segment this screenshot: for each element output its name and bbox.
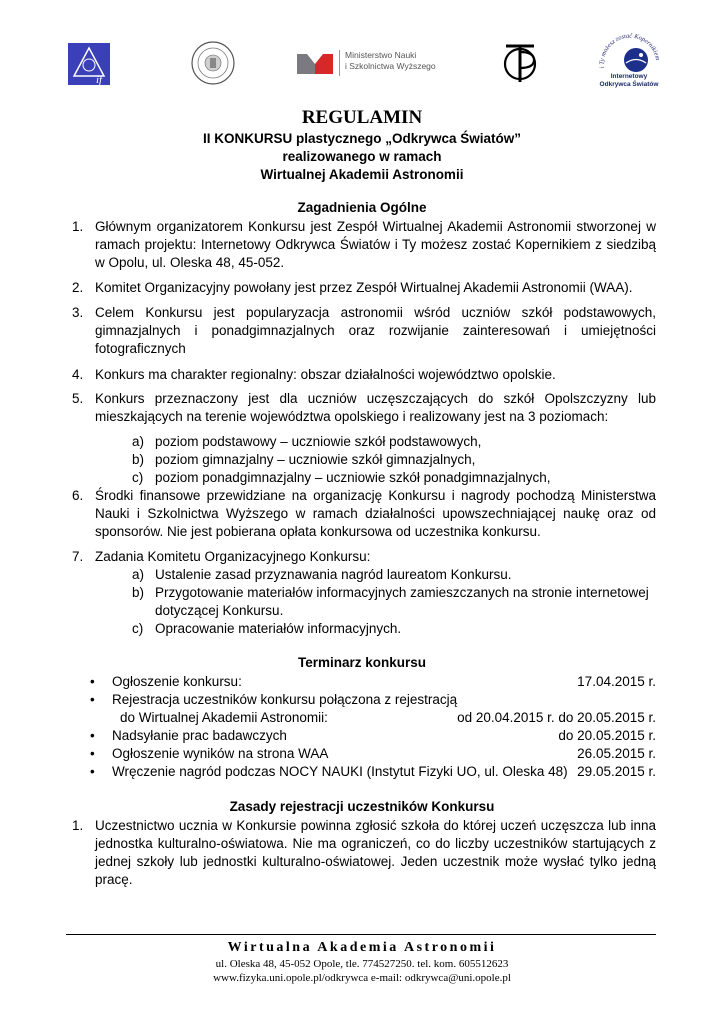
schedule-text: Nadsyłanie prac badawczych [112,728,287,743]
general-item-7 [72,548,656,566]
schedule-row [90,691,656,709]
item-text: Głównym organizatorem Konkursu jest Zespół Wirtualnej Akademii Astronomii stworzonej w ramach projektu: Internetowy Odkrywca Światów i Ty możesz zostać Kopernikiem z siedzibą w Opolu, ul. Oleska 48, 45-052. [95,219,656,270]
logo-strip [0,30,724,100]
general-item-1 [72,218,656,272]
schedule-row [90,727,656,745]
task-text: Przygotowanie materiałów informacyjnych zamieszczanych na stronie internetowej dotyczącej Konkursu. [155,585,649,618]
task-label: a) [132,567,145,582]
schedule-row-continuation [90,709,656,727]
footer-organization-name: Wirtualna Akademia Astronomii [227,940,497,955]
task-text: Ustalenie zasad przyznawania nagród laureatom Konkursu. [155,567,512,582]
bullet: • [90,674,95,689]
level-item-b [132,451,652,469]
schedule-date: od 20.04.2015 r. do 20.05.2015 r. [457,710,656,725]
document-subtitle [0,130,724,184]
level-label: c) [132,470,144,485]
item-number: 1. [72,219,84,234]
item-number: 2. [72,280,84,295]
item-number: 4. [72,367,84,382]
schedule-row [90,673,656,691]
task-label: c) [132,621,144,636]
subtitle-line-3: Wirtualnej Akademii Astronomii [260,167,464,182]
level-text: poziom podstawowy – uczniowie szkół podstawowych, [155,434,482,449]
university-seal-logo [190,40,236,86]
level-label: b) [132,452,145,467]
item-number: 1. [72,818,84,833]
svg-text:if: if [96,74,103,85]
item-number: 3. [72,305,84,320]
general-item-3 [72,304,656,358]
iof-logo-line2: Odkrywca Światów [599,81,659,88]
level-text: poziom gimnazjalny – uczniowie szkół gimnazjalnych, [155,452,476,467]
item-text: Konkurs przeznaczony jest dla uczniów uczęszczających do szkół Opolszczyzny lub mieszkających na terenie województwa opolskiego i realizowany jest na 3 poziomach: [95,391,656,424]
task-label: b) [132,585,145,600]
ministry-name-line2: i Szkolnictwa Wyższego [345,61,436,71]
bullet: • [90,764,95,779]
task-item-a [132,566,656,584]
schedule-date: 17.04.2015 r. [577,674,656,689]
level-item-c [132,469,652,487]
item-text: Konkurs ma charakter regionalny: obszar działalności województwo opolskie. [95,367,556,382]
item-text: Zadania Komitetu Organizacyjnego Konkursu: [95,549,371,564]
item-number: 6. [72,488,84,503]
general-item-2 [72,279,656,297]
task-text: Opracowanie materiałów informacyjnych. [155,621,402,636]
task-item-c [132,620,656,638]
level-label: a) [132,434,145,449]
item-number: 5. [72,391,84,406]
item-text: Celem Konkursu jest popularyzacja astronomii wśród uczniów szkół podstawowych, gimnazjalnych i ponadgimnazjalnych oraz rozwijanie zainteresowań i umiejętności fotograficznych [95,305,656,356]
bullet: • [90,746,95,761]
subtitle-line-2: realizowanego w ramach [282,149,442,164]
item-text: Komitet Organizacyjny powołany jest przez Zespół Wirtualnej Akademii Astronomii (WAA). [95,280,633,295]
general-item-5 [72,390,656,426]
task-item-b [132,584,656,620]
schedule-date: 29.05.2015 r. [577,764,656,779]
institute-physics-logo [68,43,110,85]
schedule-text: Ogłoszenie konkursu: [112,674,242,689]
logo-arc-text: i Ty możesz zostać Kopernikiem [598,32,662,69]
footer-divider [66,934,656,935]
footer-contact: www.fizyka.uni.opole.pl/odkrywca e-mail: odkrywca@uni.opole.pl [213,972,511,984]
general-item-4 [72,366,656,384]
schedule-row [90,763,656,781]
iof-logo-line1: Internetowy [610,73,648,80]
schedule-date: do 20.05.2015 r. [558,728,656,743]
society-monogram-logo [500,38,540,86]
general-item-6 [72,487,656,541]
subtitle-line-1: II KONKURSU plastycznego „Odkrywca Światów” [202,131,522,146]
schedule-text: Rejestracja uczestników konkursu połączona z rejestracją [112,692,458,707]
item-text: Uczestnictwo ucznia w Konkursie powinna zgłosić szkoła do której uczeń uczęszcza lub inna jednostka kulturalno-oświatowa. Nie ma ograniczeń, co do liczby uczestników startujących z jednej szkoły lub jednostki kulturalno-oświatowej. Jeden uczestnik może wysłać tylko jedną pracę. [95,818,656,887]
item-text: Środki finansowe przewidziane na organizację Konkursu i nagrody pochodzą Ministerstwa Nauki i Szkolnictwa Wyższego w ramach działalności upowszechniającej naukę oraz od sponsorów. Nie jest pobierana opłata konkursowa od uczestnika konkursu. [95,488,656,539]
footer-address: ul. Oleska 48, 45-052 Opole, tle. 774527250. tel. kom. 605512623 [215,958,509,970]
bullet: • [90,728,95,743]
schedule-row [90,745,656,763]
ministry-name-line1: Ministerstwo Nauki [345,50,417,60]
registration-heading: Zasady rejestracji uczestników Konkursu [229,799,495,814]
schedule-text: Ogłoszenie wyników na strona WAA [112,746,329,761]
level-item-a [132,433,652,451]
schedule-text: do Wirtualnej Akademii Astronomii: [120,710,328,725]
registration-item-1 [72,817,656,889]
schedule-text: Wręczenie nagród podczas NOCY NAUKI (Instytut Fizyki UO, ul. Oleska 48) [112,764,568,779]
schedule-date: 26.05.2015 r. [577,746,656,761]
ministry-logo [297,48,447,78]
document-title: REGULAMIN [301,107,423,128]
level-text: poziom ponadgimnazjalny – uczniowie szkół ponadgimnazjalnych, [155,470,551,485]
item-number: 7. [72,549,84,564]
bullet: • [90,692,95,707]
internetowy-odkrywca-logo [596,30,662,92]
general-heading: Zagadnienia Ogólne [297,200,427,215]
schedule-heading: Terminarz konkursu [297,655,427,670]
